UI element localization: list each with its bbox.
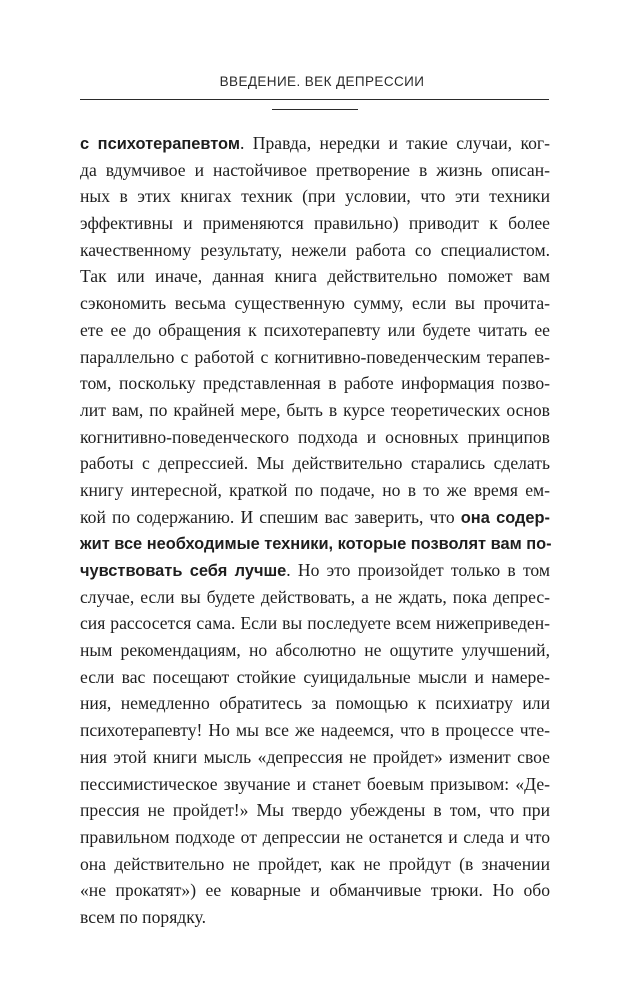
- bold-phrase: с психотерапевтом: [80, 135, 240, 153]
- text-line: психотерапевту! Но мы все же надеемся, что в процессе чте-: [80, 720, 550, 741]
- text-line: лит вам, по крайней мере, быть в курсе теоретических основ: [80, 399, 550, 420]
- text-line: ете ее до обращения к психотерапевту или будете читать ее: [80, 319, 550, 340]
- text-line: случае, если вы будете действовать, а не ждать, пока депрес-: [80, 586, 550, 607]
- text-line: качественному результату, нежели работа со специалистом.: [80, 239, 550, 260]
- text-line: ных в этих книгах техник (при условии, что эти техники: [80, 186, 550, 207]
- text-line: прессия не пройдет!» Мы твердо убеждены в том, что при: [80, 800, 550, 821]
- text-line: [80, 530, 550, 557]
- text-line: ния, немедленно обратитесь за помощью к психиатру или: [80, 693, 550, 714]
- text-line: ным рекомендациям, но абсолютно не ощутите улучшений,: [80, 640, 550, 661]
- text-line: она действительно не пройдет, как не пройдут (в значении: [80, 853, 550, 874]
- text-line: всем по порядку.: [80, 906, 206, 927]
- text-line: правильном подходе от депрессии не останется и следа и что: [80, 826, 550, 847]
- text-line: [80, 557, 550, 584]
- text-line: Так или иначе, данная книга действительно поможет вам: [80, 266, 550, 287]
- bold-phrase: жит все необходимые техники, которые позволят вам по-: [80, 535, 552, 554]
- text-line: работы с депрессией. Мы действительно старались сделать: [80, 453, 550, 474]
- text-line: сия рассосется сама. Если вы последуете всем нижеприведен-: [80, 613, 550, 634]
- text-line: параллельно с работой с когнитивно-поведенческим терапев-: [80, 346, 550, 367]
- text-line: да вдумчивое и настойчивое претворение в жизнь описан-: [80, 159, 550, 180]
- bold-phrase: чувствовать себя лучше: [80, 562, 287, 580]
- text-span: кой по содержанию. И спешим вас заверить, что: [80, 506, 461, 527]
- header-rule: [80, 99, 549, 100]
- text-line: если вас посещают стойкие суицидальные мысли и намере-: [80, 666, 550, 687]
- text-line: когнитивно-поведенческого подхода и основных принципов: [80, 426, 550, 447]
- text-line: [80, 130, 550, 157]
- text-line: «не прокатят») ее коварные и обманчивые трюки. Но обо: [80, 880, 550, 901]
- text-line: эффективны и применяются правильно) приводит к более: [80, 213, 550, 234]
- text-line: книгу интересной, краткой по подаче, но в то же время ем-: [80, 479, 550, 500]
- body-paragraph: [80, 130, 550, 931]
- text-span: . Правда, нередки и такие случаи, ког-: [239, 133, 550, 153]
- text-line: сэкономить весьма существенную сумму, если вы прочита-: [80, 293, 550, 314]
- text-line: ния этой книги мысль «депрессия не пройдет» изменит свое: [80, 746, 550, 767]
- running-header: ВВЕДЕНИЕ. ВЕК ДЕПРЕССИИ: [219, 74, 425, 89]
- text-line: пессимистическое звучание и станет боевым призывом: «Де-: [80, 773, 550, 794]
- text-line: том, поскольку представленная в работе информация позво-: [80, 373, 550, 394]
- bold-phrase: она содер-: [460, 508, 550, 527]
- text-line: [80, 504, 550, 531]
- text-span: . Но это произойдет только в том: [286, 560, 550, 580]
- header-short-rule: [272, 109, 358, 110]
